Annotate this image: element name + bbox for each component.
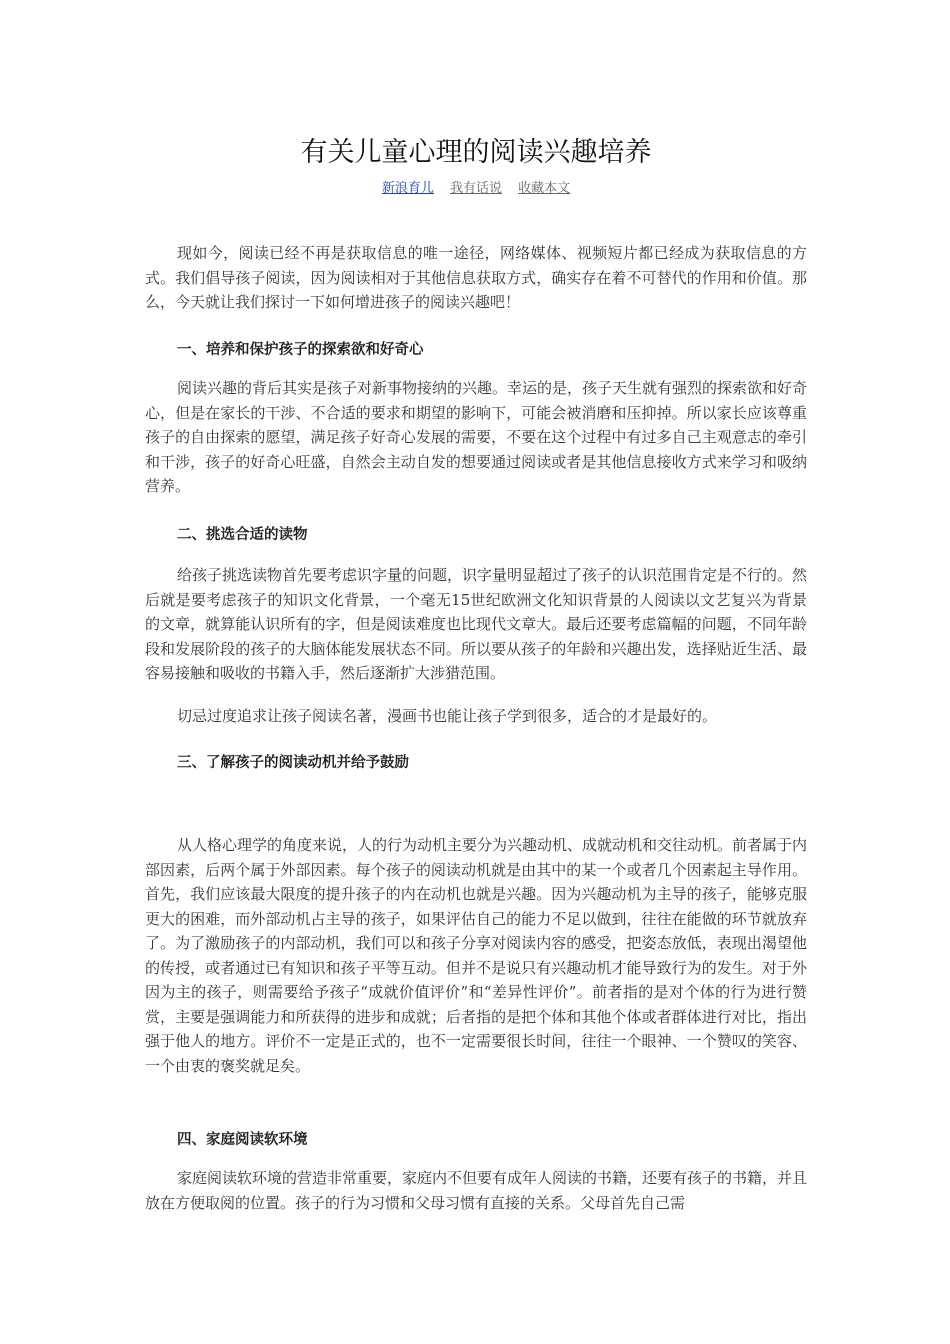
section-2-paragraph-2: 切忌过度追求让孩子阅读名著，漫画书也能让孩子学到很多，适合的才是最好的。 [177, 707, 718, 725]
section-3-paragraph-1: 从人格心理学的角度来说，人的行为动机主要分为兴趣动机、成就动机和交往动机。前者属于内部因素，后两个属于外部因素。每个孩子的阅读动机就是由其中的某一个或者几个因素起主导作用。首先，我们应该最大限度的提升孩子的内在动机也就是兴趣。因为兴趣动机为主导的孩子，能够克服更大的困难，而外部动机占主导的孩子，如果评估自己的能力不足以做到，往往在能做的环节就放弃了。为了激励孩子的内部动机，我们可以和孩子分享对阅读内容的感受，把姿态放低，表现出渴望他的传授，或者通过已有知识和孩子平等互动。但并不是说只有兴趣动机才能导致行为的发生。对于外因为主的孩子，则需要给予孩子“成就价值评价”和“差异性评价”。前者指的是对个体的行为进行赞赏，主要是强调能力和所获得的进步和成就；后者指的是把个体和其他个体或者群体进行对比，指出强于他人的地方。评价不一定是正式的，也不一定需要很长时间，往往一个眼神、一个赞叹的笑容、一个由衷的褒奖就足矣。 [145, 836, 808, 1075]
section-4-paragraph-1: 家庭阅读软环境的营造非常重要，家庭内不但要有成年人阅读的书籍，还要有孩子的书籍，并且放在方便取阅的位置。孩子的行为习惯和父母习惯有直接的关系。父母首先自己需 [145, 1169, 808, 1212]
intro-paragraph: 现如今，阅读已经不再是获取信息的唯一途径，网络媒体、视频短片都已经成为获取信息的方式。我们倡导孩子阅读，因为阅读相对于其他信息获取方式，确实存在着不可替代的作用和价值。那么，今天就让我们探讨一下如何增进孩子的阅读兴趣吧！ [145, 244, 807, 311]
article-title: 有关儿童心理的阅读兴趣培养 [300, 137, 652, 168]
bookmark-link[interactable]: 收藏本文 [518, 181, 571, 196]
comment-link[interactable]: 我有话说 [449, 181, 502, 196]
source-link[interactable]: 新浪育儿 [381, 181, 434, 196]
article-meta-links [145, 177, 807, 196]
section-heading-4: 四、家庭阅读软环境 [177, 1132, 308, 1148]
section-2-paragraph-1: 给孩子挑选读物首先要考虑识字量的问题，识字量明显超过了孩子的认识范围肯定是不行的。然后就是要考虑孩子的知识文化背景，一个毫无15世纪欧洲文化知识背景的人阅读以文艺复兴为背景的文章，就算能认识所有的字，但是阅读难度也比现代文章大。最后还要考虑篇幅的问题，不同年龄段和发展阶段的孩子的大脑体能发展状态不同。所以要从孩子的年龄和兴趣出发，选择贴近生活、最容易接触和吸收的书籍入手，然后逐渐扩大涉猎范围。 [145, 566, 808, 682]
section-heading-1: 一、培养和保护孩子的探索欲和好奇心 [177, 342, 424, 358]
section-heading-3: 三、了解孩子的阅读动机并给予鼓励 [177, 755, 409, 771]
section-heading-2: 二、挑选合适的读物 [177, 527, 308, 543]
section-1-paragraph-1: 阅读兴趣的背后其实是孩子对新事物接纳的兴趣。幸运的是，孩子天生就有强烈的探索欲和好奇心，但是在家长的干涉、不合适的要求和期望的影响下，可能会被消磨和压抑掉。所以家长应该尊重孩子的自由探索的愿望，满足孩子好奇心发展的需要，不要在这个过程中有过多自己主观意志的牵引和干涉，孩子的好奇心旺盛，自然会主动自发的想要通过阅读或者是其他信息接收方式来学习和吸纳营养。 [145, 379, 808, 495]
